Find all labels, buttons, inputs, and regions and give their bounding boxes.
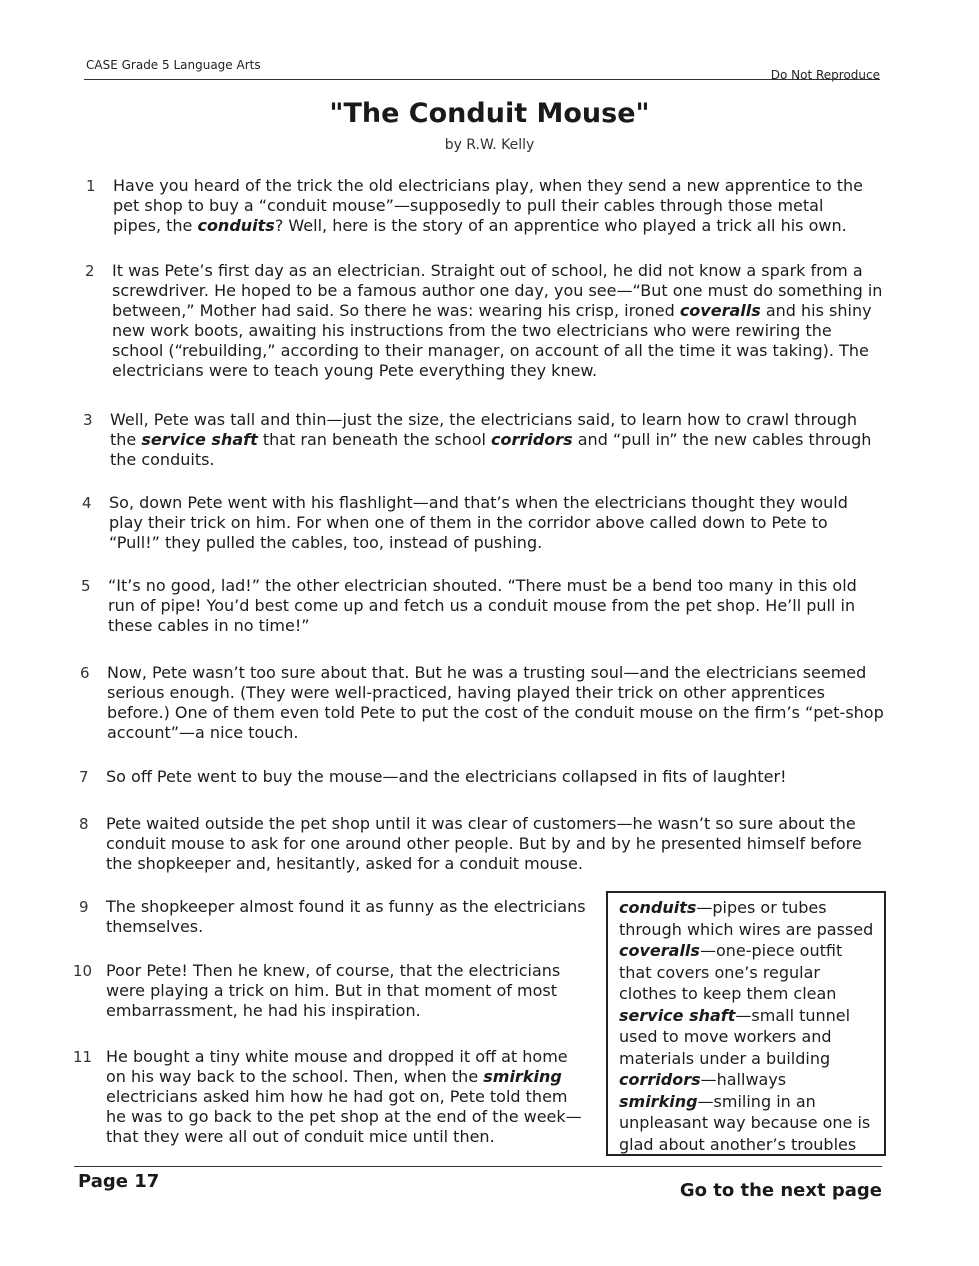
paragraph-5 — [81, 576, 888, 636]
vocab-term-coveralls: coveralls — [679, 301, 761, 320]
story-byline: by R.W. Kelly — [444, 137, 535, 153]
glossary-term: conduits — [619, 898, 697, 917]
paragraph-text: So off Pete went to buy the mouse—and the electricians collapsed in fits of laughter! — [106, 767, 787, 786]
vocab-term-conduits: conduits — [197, 216, 275, 235]
paragraph-text: Pete waited outside the pet shop until it was clear of customers—he wasn’t so sure about the conduit mouse to ask for one around other people. But by and by he presented himself before the shopkeeper and, hesitantly, asked for a conduit mouse. — [106, 814, 862, 873]
paragraph-9 — [79, 897, 586, 937]
glossary-definition: —one-piece outfit that covers one’s regular clothes to keep them clean — [619, 941, 843, 1003]
glossary-definition: —small tunnel used to move workers and materials under a building — [619, 1005, 851, 1068]
glossary-definition: —smiling in an unpleasant way because one is glad about another’s troubles — [619, 1091, 871, 1154]
paragraph-number: 3 — [83, 411, 93, 429]
footer-divider — [74, 1166, 882, 1167]
paragraph-text: and “pull in” the new cables through the conduits. — [110, 430, 872, 469]
paragraph-text: ? Well, here is the story of an apprentice who played a trick all his own. — [274, 216, 847, 235]
glossary-definition: —pipes or tubes through which wires are passed — [619, 898, 874, 939]
paragraph-number: 7 — [79, 768, 89, 786]
vocab-term-smirking: smirking — [483, 1067, 562, 1086]
glossary-term: service shaft — [619, 1005, 736, 1025]
paragraph-2 — [85, 261, 886, 381]
paragraph-8 — [79, 814, 876, 874]
paragraph-6 — [80, 663, 887, 743]
paragraph-11 — [73, 1047, 586, 1147]
paragraph-number: 8 — [79, 815, 89, 833]
glossary-term: smirking — [619, 1091, 698, 1111]
paragraph-number: 1 — [86, 177, 96, 195]
paragraph-number: 9 — [79, 898, 89, 916]
paragraph-number: 11 — [73, 1048, 93, 1066]
paragraph-10 — [73, 961, 596, 1021]
glossary-term: coveralls — [619, 941, 700, 960]
paragraph-text: that ran beneath the school — [257, 430, 492, 449]
paragraph-text: electricians asked him how he had got on, Pete told them he was to go back to the pet shop at the end of the week—that they were all out of conduit mice until then. — [106, 1087, 582, 1146]
paragraph-text: Poor Pete! Then he knew, of course, that the electricians were playing a trick on him. But in that moment of most embarrassment, he had his inspiration. — [106, 961, 561, 1020]
paragraph-text: and his shiny new work boots, awaiting his instructions from the two electricians who were rewiring the school (“rebuilding,” according to their manager, on account of all the time it was taking). The electricians were to teach young Pete everything they knew. — [112, 301, 872, 380]
glossary-entry — [619, 1069, 878, 1091]
paragraph-text: So, down Pete went with his flashlight—and that’s when the electricians thought they would play their trick on him. For when one of them in the corridor above called down to Pete to “Pull!” they pulled the cables, too, instead of pushing. — [109, 493, 848, 552]
paragraph-text: Well, Pete was tall and thin—just the size, the electricians said, to learn how to crawl through the — [110, 410, 858, 449]
paragraph-text: He bought a tiny white mouse and dropped it off at home on his way back to the school. Then, when the — [106, 1047, 568, 1086]
glossary-entry — [619, 897, 878, 940]
story-title: "The Conduit Mouse" — [329, 98, 650, 129]
paragraph-text: The shopkeeper almost found it as funny as the electricians themselves. — [106, 897, 586, 936]
paragraph-3 — [83, 410, 874, 470]
paragraph-number: 10 — [73, 962, 93, 980]
glossary-entry — [619, 1005, 878, 1070]
vocabulary-glossary-box — [606, 891, 886, 1156]
paragraph-number: 4 — [82, 494, 92, 512]
paragraph-text: “It’s no good, lad!” the other electrician shouted. “There must be a bend too many in this old run of pipe! You’d best come up and fetch us a conduit mouse from the pet shop. He’ll pull in these cables in no time!” — [108, 576, 857, 635]
paragraph-4 — [82, 493, 871, 553]
next-page-prompt: Go to the next page — [679, 1180, 882, 1201]
header-course-label: CASE Grade 5 Language Arts — [86, 58, 261, 72]
glossary-entry — [619, 1091, 878, 1156]
paragraph-text: It was Pete’s first day as an electrician. Straight out of school, he did not know a spark from a screwdriver. He hoped to be a famous author one day, you see—“But one must do something in between,” Mother had said. So there he was: wearing his crisp, ironed — [112, 261, 883, 320]
glossary-entry — [619, 940, 878, 1005]
header-divider — [84, 79, 880, 80]
paragraph-text: Have you heard of the trick the old electricians play, when they send a new apprentice to the pet shop to buy a “conduit mouse”—supposedly to pull their cables through those metal pipes, the — [113, 176, 863, 235]
vocab-term-service-shaft: service shaft — [141, 430, 258, 449]
paragraph-number: 5 — [81, 577, 91, 595]
paragraph-number: 2 — [85, 262, 95, 280]
paragraph-number: 6 — [80, 664, 90, 682]
paragraph-text: Now, Pete wasn’t too sure about that. But he was a trusting soul—and the electricians seemed serious enough. (They were well-practiced, having played their trick on other apprentices before.) One of them even told Pete to put the cost of the conduit mouse on the firm’s “pet-shop account”—a nice touch. — [107, 663, 884, 742]
page-number: Page 17 — [78, 1171, 160, 1192]
header-notice: Do Not Reproduce — [770, 68, 880, 82]
paragraph-1 — [86, 176, 873, 236]
glossary-term: corridors — [619, 1070, 701, 1089]
paragraph-7 — [79, 767, 866, 787]
vocab-term-corridors: corridors — [491, 430, 573, 449]
glossary-definition: —hallways — [700, 1070, 787, 1089]
